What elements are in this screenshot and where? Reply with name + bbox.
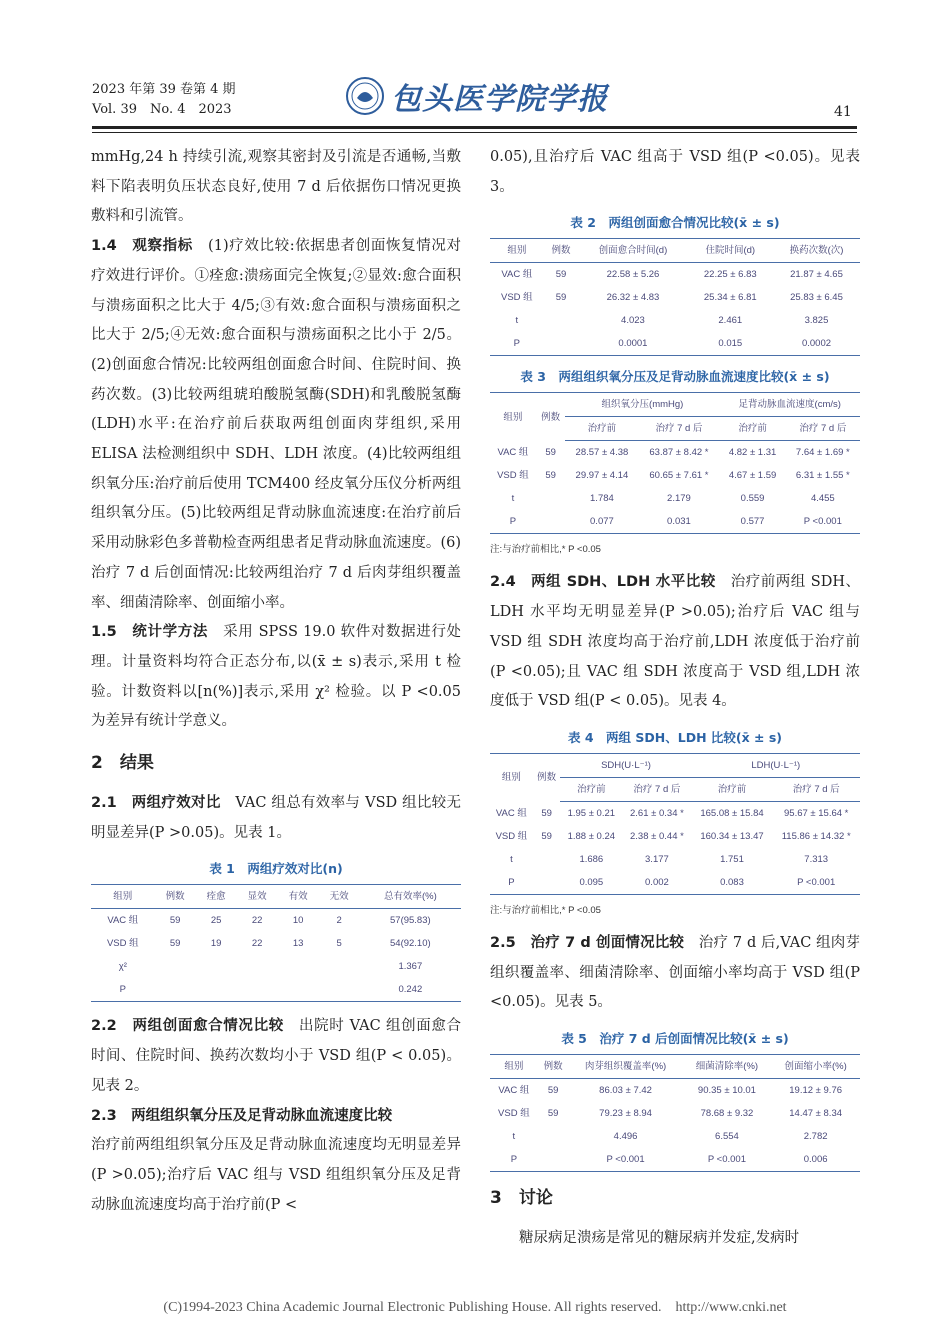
table-header-cell: 无效	[319, 885, 360, 909]
table-cell: 14.47 ± 8.34	[789, 1108, 843, 1120]
table-cell: 28.57 ± 4.38	[575, 447, 629, 459]
table-header-cell: 组别	[490, 393, 536, 441]
table-4	[490, 727, 860, 919]
section-heading: 2.1 两组疗效对比	[91, 795, 221, 812]
table-cell: t	[511, 493, 515, 505]
table-header-cell: 组织氧分压(mmHg)	[565, 393, 719, 417]
table-cell: 59	[545, 470, 556, 482]
table-cell: 25	[210, 915, 222, 927]
table-cell: 1.751	[720, 853, 744, 865]
table-cell: 10	[292, 915, 304, 927]
table-header-cell: 组别	[91, 885, 155, 909]
table-cell: 2.61 ± 0.34 *	[630, 807, 684, 819]
table-row	[490, 1079, 860, 1103]
header-rule-thick	[92, 126, 857, 129]
table-cell: 63.87 ± 8.42 *	[649, 447, 709, 459]
table-caption: 表 1 两组疗效对比(n)	[209, 861, 343, 877]
table-cell: 0.015	[688, 332, 773, 356]
table-cell: 2.782	[803, 1131, 828, 1143]
table-cell: 59	[547, 1085, 559, 1097]
table-row	[490, 441, 860, 465]
right-column	[490, 143, 860, 1254]
table-header-cell: 例数	[538, 1055, 569, 1079]
table-cell: 19.12 ± 9.76	[789, 1085, 843, 1097]
table-cell: 78.68 ± 9.32	[700, 1108, 754, 1120]
table-cell: 22.58 ± 5.26	[606, 269, 660, 281]
table-cell: VAC 组	[501, 269, 533, 281]
section-heading: 2.2 两组创面愈合情况比较	[91, 1018, 284, 1035]
table-cell: VSD 组	[495, 830, 528, 842]
section-text: 出院时 VAC 组创面愈合时间、住院时间、换药次数均小于 VSD 组(P < 0.05)。见表 2。	[91, 1018, 461, 1094]
table-cell: 0.077	[565, 510, 638, 534]
section-text: 治疗前两组 SDH、LDH 水平均无明显差异(P >0.05);治疗后 VAC 组与 VSD 组 SDH 浓度均高于治疗前,LDH 浓度低于治疗前(P <0.05);且 VAC 组 SDH 浓度高于 VSD 组,LDH 浓度低于 VSD 组(P < 0.05)。见表 4。	[490, 574, 860, 710]
table-header-cell: 创面愈合时间(d)	[578, 239, 687, 263]
table-cell: 59	[169, 938, 181, 950]
table-cell: 54(92.10)	[390, 938, 431, 950]
copyright-footer: (C)1994-2023 China Academic Journal Electronic Publishing House. All rights reserved. http://www.cnki.net	[163, 1300, 787, 1315]
section-2-title: 2 结果	[91, 753, 154, 774]
table-cell: VSD 组	[498, 1108, 530, 1120]
table-cell: 3.177	[645, 853, 669, 865]
table-cell: 4.496	[613, 1131, 638, 1143]
table-cell: 79.23 ± 8.94	[599, 1108, 652, 1120]
table-cell: 59	[545, 447, 556, 459]
section-2-5	[490, 929, 860, 1018]
table-cell: 7.313	[804, 853, 829, 865]
table-header-cell: 换药次数(次)	[773, 239, 860, 263]
table-header-cell: 例数	[533, 753, 561, 801]
table-header-cell: 组别	[490, 753, 533, 801]
table-header-cell: 有效	[278, 885, 319, 909]
table-cell: 4.023	[621, 315, 645, 327]
table-3	[490, 366, 860, 558]
table-cell: 59	[541, 807, 552, 819]
table-row	[91, 978, 461, 1002]
paragraph: 0.05),且治疗后 VAC 组高于 VSD 组(P <0.05)。见表 3。	[490, 149, 860, 195]
table-header-cell: 治疗 7 d 后	[786, 417, 860, 441]
table-cell: VAC 组	[107, 915, 139, 927]
table-cell: 3.825	[804, 315, 829, 327]
issue-line-en: Vol. 39 No. 4 2023	[92, 102, 232, 117]
journal-logo	[345, 74, 608, 118]
table-row	[490, 1102, 860, 1125]
table-header-cell: 例数	[544, 239, 579, 263]
table-header-cell: LDH(U·L⁻¹)	[692, 753, 860, 777]
table-2-grid	[490, 238, 860, 356]
table-cell: 60.65 ± 7.61 *	[649, 470, 709, 482]
table-caption: 表 5 治疗 7 d 后创面情况比较(x̄ ± s)	[561, 1031, 789, 1047]
table-cell: P	[490, 871, 533, 895]
table-5-grid	[490, 1054, 860, 1172]
table-header-cell: 肉芽组织覆盖率(%)	[569, 1055, 683, 1079]
table-cell: 1.784	[590, 493, 614, 505]
table-cell: 1.367	[398, 961, 423, 973]
table-cell: 59	[169, 915, 181, 927]
table-cell: 59	[555, 269, 567, 281]
table-cell: 22	[251, 938, 263, 950]
table-header-cell: 细菌清除率(%)	[683, 1055, 772, 1079]
table-cell: t	[512, 1131, 516, 1143]
table-cell: 2.38 ± 0.44 *	[630, 830, 684, 842]
table-cell: VAC 组	[498, 1085, 530, 1097]
table-row	[490, 464, 860, 487]
table-1	[91, 858, 461, 1002]
table-cell: t	[510, 853, 513, 865]
table-cell: 57(95.83)	[390, 915, 431, 927]
table-row	[490, 848, 860, 871]
table-cell: P <0.001	[569, 1148, 683, 1172]
table-header-cell: 足背动脉血流速度(cm/s)	[719, 393, 860, 417]
table-cell: 25.34 ± 6.81	[703, 292, 757, 304]
table-cell: 0.031	[638, 510, 719, 534]
table-cell: 19	[210, 938, 222, 950]
table-cell: 26.32 ± 4.83	[606, 292, 660, 304]
table-cell: 0.0001	[578, 332, 687, 356]
table-header-cell: 治疗 7 d 后	[622, 777, 691, 801]
table-header-cell: 治疗前	[692, 777, 773, 801]
table-row	[490, 332, 860, 356]
table-cell: P <0.001	[786, 510, 860, 534]
section-heading: 2.5 治疗 7 d 创面情况比较	[490, 934, 685, 951]
section-2-4	[490, 568, 860, 717]
table-header-cell: 治疗 7 d 后	[772, 777, 860, 801]
table-cell: 2.461	[718, 315, 743, 327]
table-cell: 13	[292, 938, 304, 950]
section-heading: 2.3 两组组织氧分压及足背动脉血流速度比较	[91, 1107, 393, 1124]
table-cell: 1.686	[579, 853, 604, 865]
table-cell: 4.67 ± 1.59	[728, 470, 777, 482]
table-cell: VSD 组	[501, 292, 533, 304]
table-cell: 59	[555, 292, 567, 304]
table-cell: 6.554	[715, 1131, 739, 1143]
paragraph: mmHg,24 h 持续引流,观察其密封及引流是否通畅,当敷料下陷表明负压状态良好,使用 7 d 后依据伤口情况更换敷料和引流管。	[91, 149, 461, 225]
section-1-4	[91, 232, 461, 618]
table-cell: P	[490, 332, 544, 356]
table-3-grid	[490, 392, 860, 534]
table-cell: P	[490, 1148, 538, 1172]
table-header-cell: 治疗 7 d 后	[638, 417, 719, 441]
table-cell: 160.34 ± 13.47	[700, 830, 764, 842]
page-number: 41	[834, 104, 852, 120]
table-cell: 165.08 ± 15.84	[700, 807, 764, 819]
table-1-grid	[91, 884, 461, 1002]
journal-title: 包头医学院学报	[391, 82, 608, 117]
table-row	[490, 487, 860, 510]
table-cell: P	[490, 510, 536, 534]
table-header-cell: SDH(U·L⁻¹)	[560, 753, 691, 777]
section-3-title: 3 讨论	[490, 1188, 553, 1209]
table-header-cell: 例数	[155, 885, 196, 909]
table-row	[490, 286, 860, 309]
table-cell: 115.86 ± 14.32 *	[781, 830, 851, 842]
table-cell: 4.455	[810, 493, 835, 505]
table-header-cell: 治疗前	[719, 417, 785, 441]
section-text: 采用 SPSS 19.0 软件对数据进行处理。计量资料均符合正态分布,以(x̄ ± s)表示,采用 t 检验。计数资料以[n(%)]表示,采用 χ² 检验。以 P <0.05 为差异有统计学意义。	[91, 624, 461, 730]
table-note: 注:与治疗前相比,* P <0.05	[490, 544, 601, 556]
table-2	[490, 212, 860, 356]
table-cell: 2.179	[667, 493, 691, 505]
table-row	[490, 510, 860, 534]
table-header-cell: 痊愈	[196, 885, 237, 909]
table-row	[490, 309, 860, 332]
table-cell: 1.95 ± 0.21	[567, 807, 616, 819]
table-cell: VSD 组	[106, 938, 139, 950]
section-text: 治疗前两组组织氧分压及足背动脉血流速度均无明显差异(P >0.05);治疗后 VAC 组与 VSD 组组织氧分压及足背动脉血流速度均高于治疗前(P <	[91, 1137, 461, 1213]
table-row	[490, 263, 860, 287]
table-5	[490, 1028, 860, 1172]
table-caption: 表 2 两组创面愈合情况比较(x̄ ± s)	[570, 215, 780, 231]
table-header-cell: 治疗前	[565, 417, 638, 441]
section-2-1	[91, 789, 461, 848]
table-cell: 59	[541, 830, 552, 842]
table-caption: 表 3 两组组织氧分压及足背动脉血流速度比较(x̄ ± s)	[520, 369, 830, 385]
table-cell: 0.0002	[773, 332, 860, 356]
table-cell: VAC 组	[495, 807, 527, 819]
paragraph: 糖尿病足溃疡是常见的糖尿病并发症,发病时	[519, 1230, 800, 1247]
table-header-cell: 总有效率(%)	[360, 885, 461, 909]
running-header	[92, 80, 236, 120]
table-cell: 0.242	[360, 978, 461, 1002]
table-cell: 1.88 ± 0.24	[567, 830, 616, 842]
table-row	[490, 801, 860, 825]
table-header-cell: 组别	[490, 1055, 538, 1079]
table-cell: 0.559	[740, 493, 765, 505]
table-cell: 0.006	[771, 1148, 860, 1172]
table-cell: 95.67 ± 15.64 *	[784, 807, 849, 819]
table-cell: P <0.001	[772, 871, 860, 895]
table-header-cell: 创面缩小率(%)	[771, 1055, 860, 1079]
table-row	[91, 932, 461, 955]
table-cell: 59	[547, 1108, 559, 1120]
left-column	[91, 143, 461, 1220]
section-text: VAC 组总有效率与 VSD 组比较无明显差异(P >0.05)。见表 1。	[91, 795, 461, 841]
table-cell: 90.35 ± 10.01	[697, 1085, 756, 1097]
issue-line-cn: 2023 年第 39 卷第 4 期	[92, 82, 236, 97]
table-4-grid	[490, 753, 860, 895]
table-cell: 6.31 ± 1.55 *	[795, 470, 850, 482]
table-row	[490, 825, 860, 848]
table-cell: 5	[336, 938, 342, 950]
table-header-cell: 治疗前	[560, 777, 622, 801]
section-heading: 2.4 两组 SDH、LDH 水平比较	[490, 574, 716, 591]
table-header-cell: 显效	[237, 885, 278, 909]
table-cell: 0.095	[560, 871, 622, 895]
table-row	[490, 1148, 860, 1172]
table-cell: 0.002	[622, 871, 691, 895]
journal-emblem-icon	[345, 76, 385, 116]
table-cell: 21.87 ± 4.65	[790, 269, 843, 281]
section-heading: 1.5 统计学方法	[91, 624, 209, 641]
table-row	[490, 871, 860, 895]
table-caption: 表 4 两组 SDH、LDH 比较(x̄ ± s)	[567, 729, 782, 745]
table-header-cell: 住院时间(d)	[688, 239, 773, 263]
table-cell: 86.03 ± 7.42	[599, 1085, 652, 1097]
table-cell: 4.82 ± 1.31	[728, 447, 777, 459]
table-cell: P <0.001	[683, 1148, 772, 1172]
table-cell: 0.577	[719, 510, 785, 534]
table-cell: P	[91, 978, 155, 1002]
section-text: 治疗 7 d 后,VAC 组肉芽组织覆盖率、细菌清除率、创面缩小率均高于 VSD 组(P <0.05)。见表 5。	[490, 934, 860, 1011]
section-text: (1)疗效比较:依据患者创面恢复情况对疗效进行评价。①痊愈:溃疡面完全恢复;②显效:愈合面积与溃疡面积之比大于 4/5;③有效:愈合面积与溃疡面积之比大于 2/5;④无效:愈合面积与溃疡面积之比小于 2/5。(2)创面愈合情况:比较两组创面愈合时间、住院时间、换药次数。(3)比较两组琥珀酸脱氢酶(SDH)和乳酸脱氢酶(LDH)水平:在治疗前后获取两组创面肉芽组织,采用 ELISA 法检测组织中 SDH、LDH 浓度。(4)比较两组组织氧分压:治疗前后使用 TCM400 经皮氧分压仪分析两组组织氧分压。(5)比较两组足背动脉血流速度:在治疗前后采用动脉彩色多普勒检查两组患者足背动脉血流速度。(6)治疗 7 d 后创面情况:比较两组治疗 7 d 后肉芽组织覆盖率、细菌清除率、创面缩小率。	[91, 238, 461, 611]
table-cell: t	[515, 315, 519, 327]
table-cell: 29.97 ± 4.14	[575, 470, 629, 482]
table-note: 注:与治疗前相比,* P <0.05	[490, 904, 601, 916]
table-cell: 22.25 ± 6.83	[703, 269, 757, 281]
section-1-5	[91, 618, 461, 737]
section-heading: 1.4 观察指标	[91, 238, 193, 255]
header-rule-thin	[92, 132, 857, 133]
table-header-cell: 组别	[490, 239, 544, 263]
table-cell: 25.83 ± 6.45	[790, 292, 843, 304]
section-2-3	[91, 1102, 461, 1132]
table-cell: 2	[336, 915, 342, 927]
table-cell: VSD 组	[497, 470, 529, 482]
table-row	[91, 955, 461, 978]
table-cell: VAC 组	[497, 447, 529, 459]
table-cell: 7.64 ± 1.69 *	[795, 447, 850, 459]
table-cell: χ²	[118, 961, 127, 973]
table-row	[490, 1125, 860, 1148]
table-header-cell: 例数	[536, 393, 566, 441]
section-2-2	[91, 1012, 461, 1101]
table-cell: 22	[251, 915, 263, 927]
table-cell: 0.083	[692, 871, 773, 895]
table-row	[91, 909, 461, 933]
